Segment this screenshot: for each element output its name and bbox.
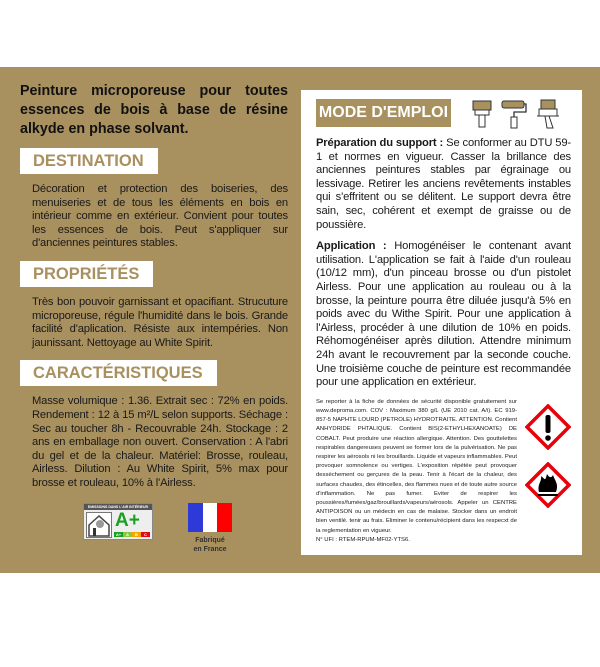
caracteristiques-heading: CARACTÉRISTIQUES [20,360,217,386]
french-flag [188,503,232,532]
ufi-code: N° UFI : RTEM-RPUM-MF02-YTS6. [316,536,410,543]
proprietes-heading: PROPRIÉTÉS [20,261,153,287]
ecolabel-header: EMISSIONS DANS L'AIR INTÉRIEUR [84,504,152,510]
application-paragraph [316,240,571,390]
indoor-emissions-label [83,503,153,540]
preparation-text: Se conformer au DTU 59-1 et normes en vigueur. Casser la brillance des anciennes peintures stables par égrainage ou lessivage. Retirer les anciens revêtements instables qui s'effritent ou se délitent. Le support devra être sain, sec, cohérent et exempt de graisse ou de poussière. [316,137,571,231]
ecolabel-grade: A+ [115,509,140,531]
logos-row [83,503,288,555]
application-tools [471,99,561,129]
brush-icon [471,99,493,129]
house-icon [86,512,112,538]
made-in-france-text [193,536,226,555]
scale-a-plus: A+ [115,531,122,537]
label-background [0,67,600,573]
safety-text [316,398,517,545]
application-text: Homogénéiser le contenant avant utilisation. L'application se fait à l'aide d'un rouleau (10/12 mm), d'un pinceau brosse ou d'un pistolet Airless. Pour une application au rouleau ou à la brosse, la peinture pourra être diluée jusqu'à 5% en poids avec du Withe Spirit. Pour une application à l'Airless, procéder à une dilution de 10% en poids. Réhomogénéiser après dilution. Attendre minimum 24h avant le recouvrement par la seconde couche. Une troisième couche de peinture est recommandée pour une application en extérieur. [316,240,571,389]
safety-statements: Se reporter à la fiche de données de sécurité disponible gratuitement sur www.deproma.com. COV : Maximum 380 g/L (UE 2010 cat. A/i). EC 919-857-5 NAPHTE LOURD (PETROLE) HYDROTRAITE. ATTENTION. Contient ANHYDRIDE PHTALIQUE. Contient BIS(2-ETHYLHEXANOATE) DE COBALT. Peut produire une réaction allergique. Attention. Des gouttelettes respirables dangereuses peuvent se former lors de la pulvérisation. Ne pas respirer les aérosols ni les brouillards. Liquide et vapeurs inflammables. Peut provoquer somnolence ou vertiges. L'exposition répétée peut provoquer dessèchement ou gerçures de la peau. Tenir à l'écart de la chaleur, des surfaces chaudes, des étincelles, des flammes nues et de toute autre source d'inflammation. Ne pas fumer. Eviter de respirer les poussières/fumées/gaz/brouillards/vapeurs/aérosols. Appeler un CENTRE ANTIPOISON ou un médecin en cas de malaise. Stocker dans un endroit bien ventilé. tenir au frais. Eliminer le contenu/récipient dans les respecxt de la reglementation en vigueur. [316,398,517,534]
left-column [20,82,288,555]
mode-emploi-heading: MODE D'EMPLOI [316,99,451,127]
preparation-paragraph [316,137,571,232]
application-label: Application : [316,240,387,253]
product-title: Peinture microporeuse pour toutes essences de bois à base de résine alkyde en phase solvant. [20,83,288,137]
roller-icon [500,99,528,129]
hazard-pictograms [525,404,571,508]
scale-a: A [123,532,132,537]
instructions-panel [301,90,582,555]
proprietes-text: Très bon pouvoir garnissant et opacifiant. Strucuture microporeuse, régule l'humidité dans le bois. Grande facilité d'aplication. Résiste aux intempéries. Non jaunissant. Nettoyage au White Spirit. [32,295,288,349]
destination-text: Décoration et protection des boiseries, des menuiseries et de tous les éléments en bois en intérieur comme en extérieur. Convient pour toutes les essences de bois. Peut s'appliquer sur d'anciennes peintures stables. [32,183,288,250]
scale-b: B [132,532,141,537]
ecolabel-scale [114,532,150,537]
made-in-france [179,503,241,555]
flammable-hazard-icon [525,462,571,508]
instructions-header [316,99,571,129]
preparation-label: Préparation du support : [316,137,444,149]
caracteristiques-text: Masse volumique : 1.36. Extrait sec : 72% en poids. Rendement : 12 à 15 m²/L selon supports. Séchage : Sec au toucher 8h - Recouvrable 24h. Stockage : 2 ans en emballage non ouvert. Conservation : A l'abri du gel et de la chaleur. Matériel: Brosse, rouleau, Airless. Dilution : Au White Spirit, 5% max pour brosse et rouleau, 10% à l'Airless. [32,395,288,489]
safety-section [316,398,571,545]
exclamation-hazard-icon [525,404,571,450]
spray-gun-icon [535,99,561,129]
scale-c: C [141,532,150,537]
origin-line1: Fabriqué [195,536,225,544]
origin-line2: en France [193,546,227,553]
destination-heading: DESTINATION [20,148,158,174]
